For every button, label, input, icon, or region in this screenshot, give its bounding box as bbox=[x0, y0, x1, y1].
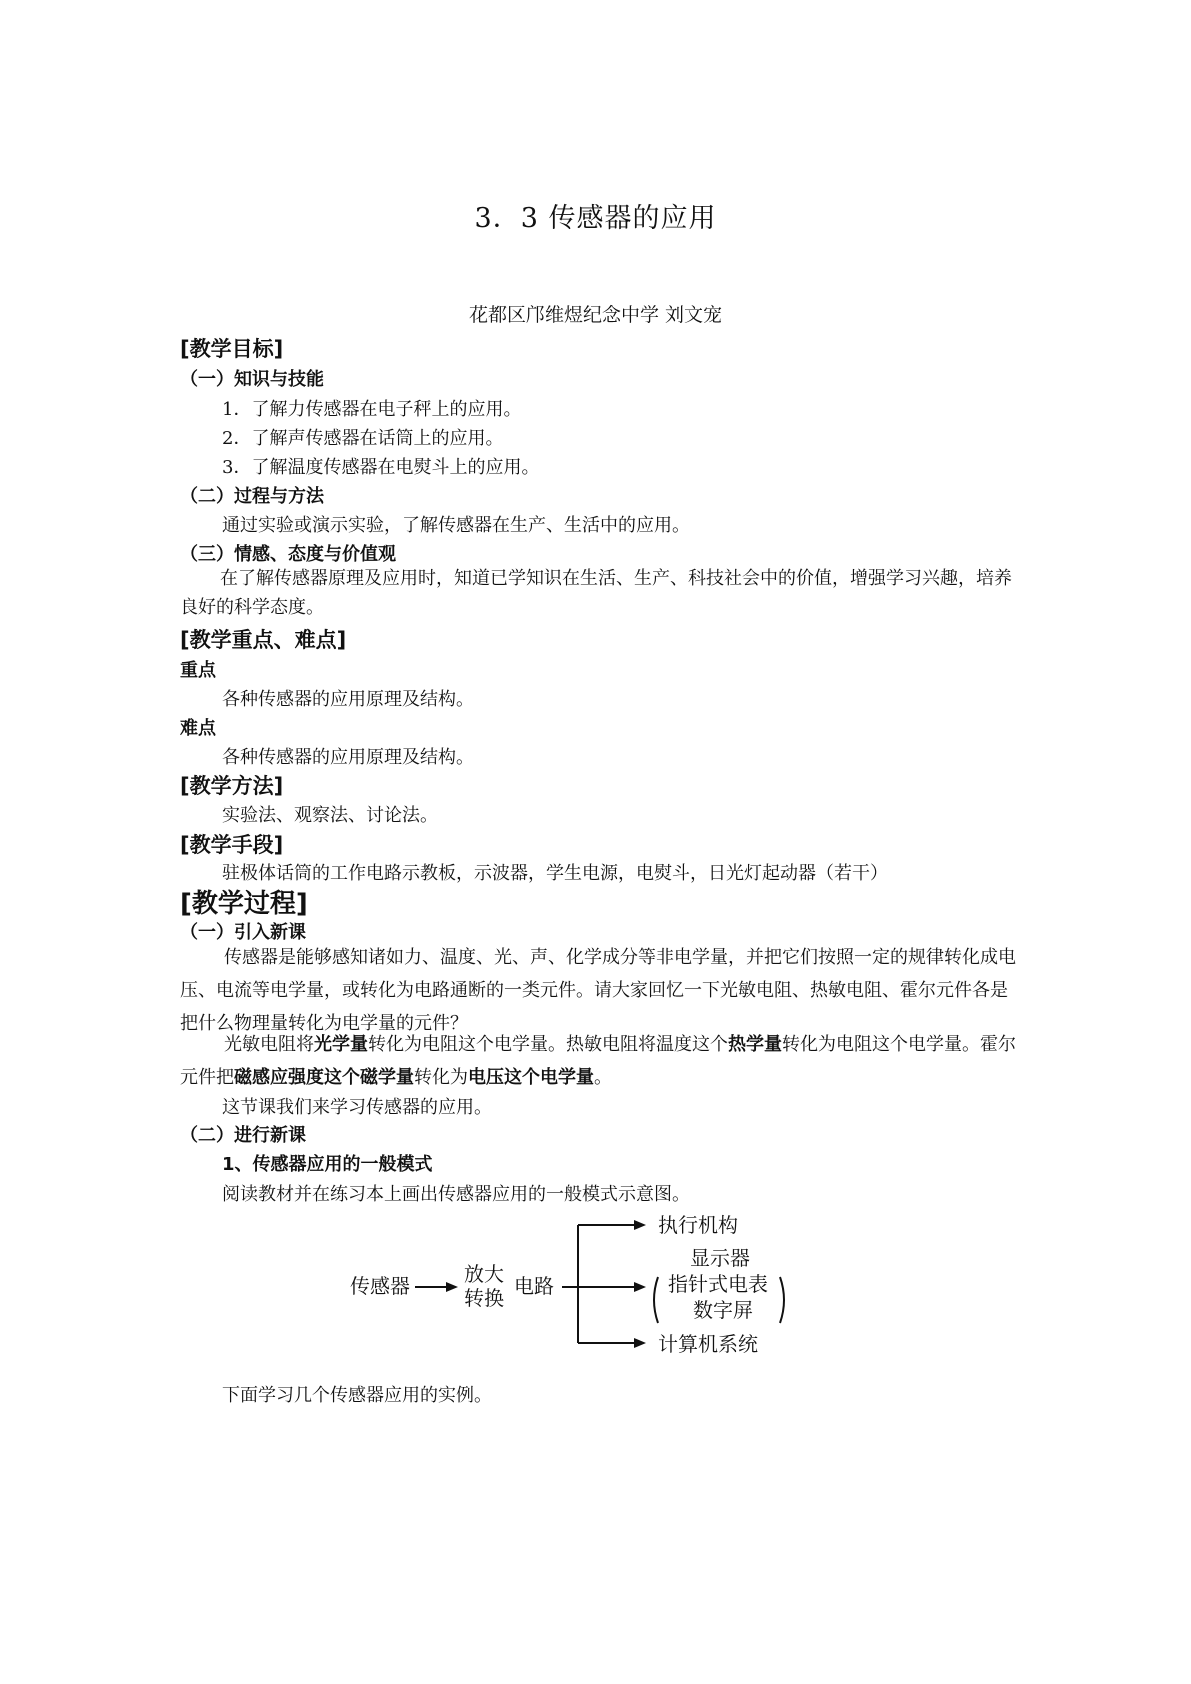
knowledge-item-3: 3．了解温度传感器在电熨斗上的应用。 bbox=[222, 457, 540, 478]
methods-heading: [教学方法] bbox=[180, 774, 284, 798]
difficulty-label: 难点 bbox=[180, 718, 216, 739]
new-lesson-heading: （二）进行新课 bbox=[180, 1125, 306, 1146]
p2-bold-1: 光学量 bbox=[314, 1034, 368, 1055]
means-text: 驻极体话筒的工作电路示教板，示波器，学生电源，电熨斗，日光灯起动器（若干） bbox=[222, 863, 888, 884]
intro-paragraph-3: 这节课我们来学习传感器的应用。 bbox=[222, 1097, 492, 1118]
arrowhead-to-amp bbox=[446, 1282, 458, 1292]
knowledge-item-2: 2．了解声传感器在话筒上的应用。 bbox=[222, 428, 504, 449]
emotion-heading: （三）情感、态度与价值观 bbox=[180, 544, 396, 565]
left-paren-shape bbox=[654, 1277, 658, 1323]
diagram-display-label: 显示器 bbox=[690, 1246, 750, 1270]
intro-paragraph-1: 传感器是能够感知诸如力、温度、光、声、化学成分等非电学量，并把它们按照一定的规律转化成电压、电流等电学量，或转化为电路通断的一类元件。请大家回忆一下光敏电阻、热敏电阻、霍尔元件各是把什么物理量转化为电学量的元件？ bbox=[180, 947, 1016, 1034]
arrowhead-executor bbox=[634, 1220, 646, 1230]
arrowhead-computer bbox=[634, 1338, 646, 1348]
p2-seg-1: 光敏电阻将 bbox=[224, 1034, 314, 1055]
general-mode-heading: 1、传感器应用的一般模式 bbox=[222, 1154, 433, 1175]
p2-seg-3: 转化为电阻这个电学量。霍尔元件把 bbox=[180, 1034, 1016, 1088]
diagram-amp-line1: 放大 bbox=[464, 1262, 504, 1286]
process-method-heading: （二）过程与方法 bbox=[180, 486, 324, 507]
right-paren-shape bbox=[780, 1277, 784, 1323]
diagram-amp-line2: 转换 bbox=[464, 1286, 504, 1310]
knowledge-heading: （一）知识与技能 bbox=[180, 369, 324, 390]
p2-bold-4: 电压这个电学量 bbox=[468, 1067, 594, 1088]
intro-paragraph-2 bbox=[180, 1028, 1020, 1094]
author-line: 花都区邝维煜纪念中学 刘文宠 bbox=[468, 304, 723, 326]
p2-seg-5: 。 bbox=[594, 1067, 612, 1088]
p2-seg-2: 转化为电阻这个电学量。热敏电阻将温度这个 bbox=[368, 1034, 728, 1055]
objectives-heading: [教学目标] bbox=[180, 337, 284, 361]
focus-label: 重点 bbox=[180, 660, 216, 681]
diagram-meter-label: 指针式电表 bbox=[668, 1272, 768, 1296]
process-method-text: 通过实验或演示实验，了解传感器在生产、生活中的应用。 bbox=[222, 515, 690, 536]
methods-text: 实验法、观察法、讨论法。 bbox=[222, 805, 438, 826]
diagram-sensor-label: 传感器 bbox=[350, 1274, 410, 1298]
p2-bold-2: 热学量 bbox=[728, 1034, 782, 1055]
keypoints-heading: [教学重点、难点] bbox=[180, 628, 347, 652]
p2-seg-4: 转化为 bbox=[414, 1067, 468, 1088]
examples-intro-text: 下面学习几个传感器应用的实例。 bbox=[222, 1385, 492, 1406]
means-heading: [教学手段] bbox=[180, 833, 284, 857]
diagram-computer-label: 计算机系统 bbox=[658, 1332, 758, 1356]
general-mode-text: 阅读教材并在练习本上画出传感器应用的一般模式示意图。 bbox=[222, 1184, 690, 1205]
diagram-digital-label: 数字屏 bbox=[693, 1298, 753, 1322]
arrowhead-display bbox=[634, 1282, 646, 1292]
diagram-circuit-label: 电路 bbox=[514, 1274, 554, 1298]
p2-bold-3: 磁感应强度这个磁学量 bbox=[234, 1067, 414, 1088]
focus-text: 各种传感器的应用原理及结构。 bbox=[222, 689, 474, 710]
knowledge-item-1: 1．了解力传感器在电子秤上的应用。 bbox=[222, 399, 522, 420]
process-heading: [教学过程] bbox=[180, 889, 308, 919]
page-title: 3．3 传感器的应用 bbox=[474, 203, 717, 234]
intro-heading: （一）引入新课 bbox=[180, 922, 306, 943]
sensor-application-diagram bbox=[340, 1205, 820, 1375]
difficulty-text: 各种传感器的应用原理及结构。 bbox=[222, 747, 474, 768]
diagram-executor-label: 执行机构 bbox=[658, 1213, 738, 1237]
emotion-text: 在了解传感器原理及应用时，知道已学知识在生活、生产、科技社会中的价值，增强学习兴趣，培养良好的科学态度。 bbox=[180, 568, 1012, 618]
